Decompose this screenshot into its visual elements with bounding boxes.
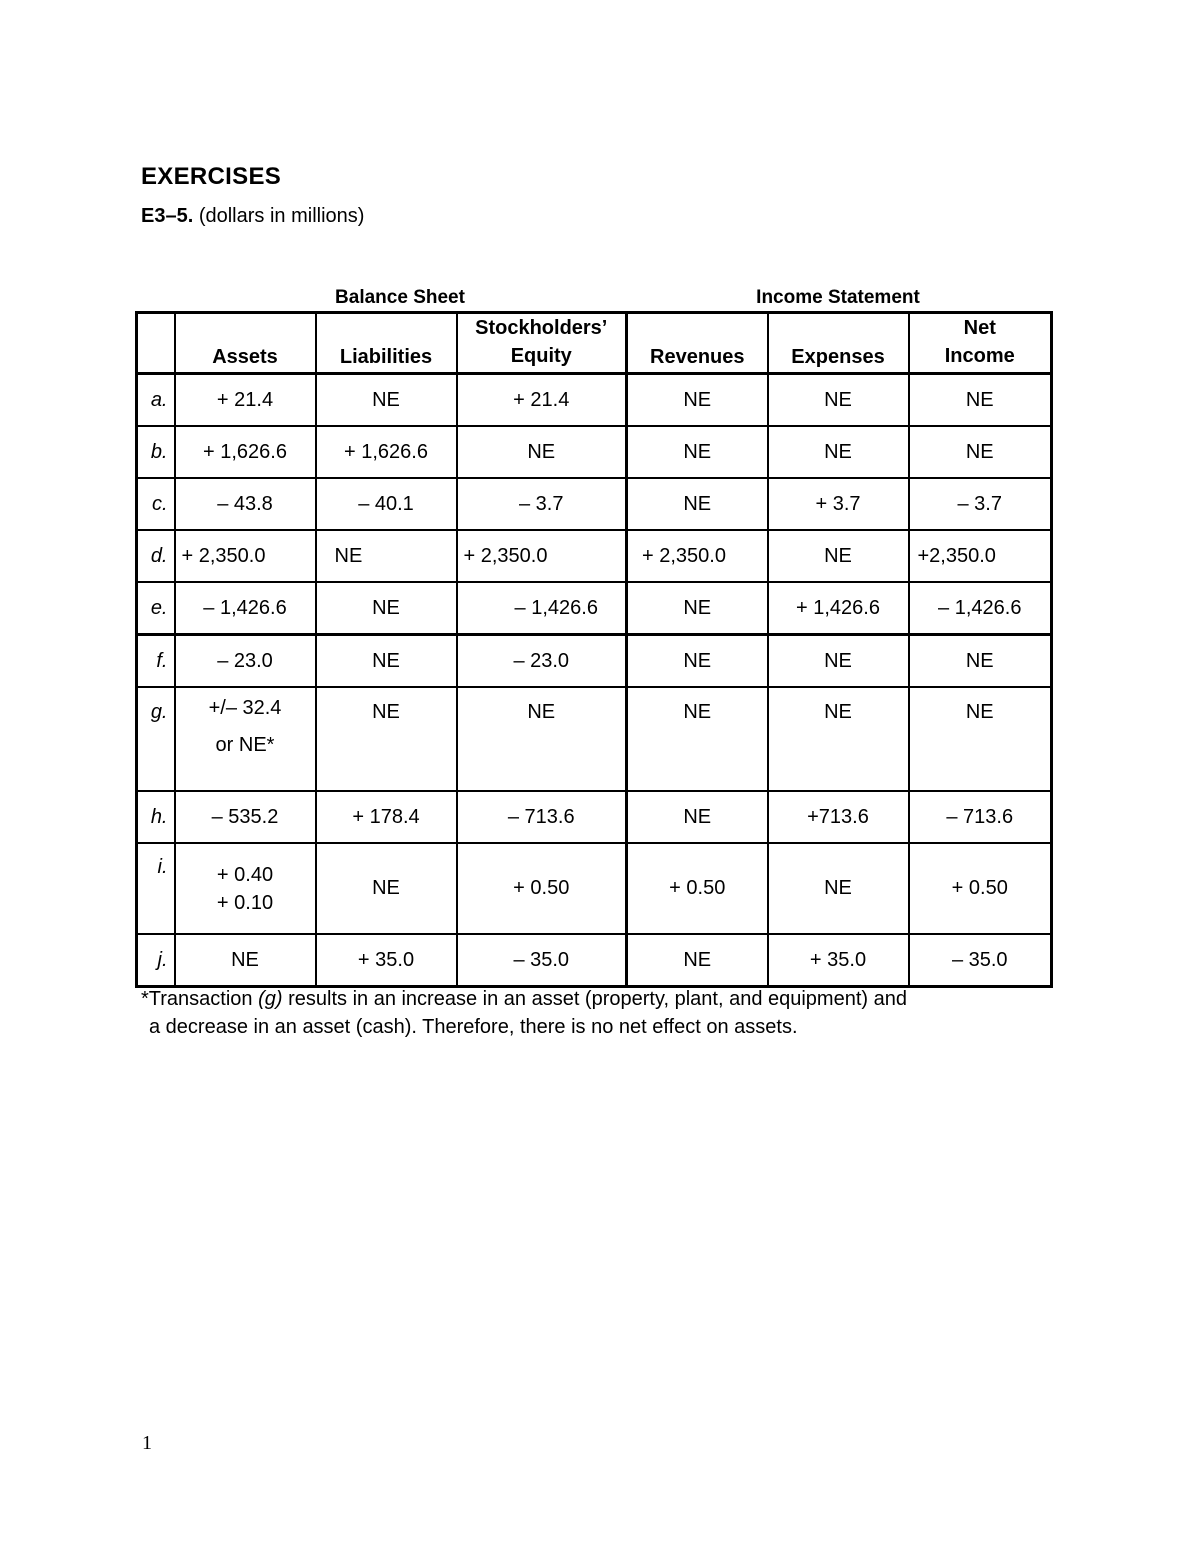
row-label: g.: [137, 687, 175, 791]
cell-expenses: NE: [768, 635, 909, 688]
cell-revenues: NE: [627, 478, 768, 530]
cell-assets: – 23.0: [175, 635, 316, 688]
cell-net-income: – 3.7: [909, 478, 1052, 530]
row-label: f.: [137, 635, 175, 688]
cell-liabilities: NE: [316, 530, 457, 582]
footnote: [141, 985, 1051, 1041]
cell-net-income: +2,350.0: [909, 530, 1052, 582]
row-label: b.: [137, 426, 175, 478]
row-label: a.: [137, 374, 175, 427]
footnote-prefix: *Transaction: [141, 988, 259, 1010]
cell-equity: + 0.50: [457, 843, 627, 934]
cell-net-income: NE: [909, 374, 1052, 427]
cell-expenses: NE: [768, 687, 909, 791]
cell-equity: + 21.4: [457, 374, 627, 427]
cell-assets: + 1,626.6: [175, 426, 316, 478]
cell-revenues: NE: [627, 934, 768, 987]
cell-revenues: NE: [627, 687, 768, 791]
cell-assets-line2: or NE*: [215, 734, 275, 756]
table-row: [137, 843, 1052, 934]
header-expenses: Expenses: [768, 313, 909, 374]
header-liabilities: Liabilities: [316, 313, 457, 374]
cell-assets-line1: +/– 32.4: [208, 697, 282, 719]
row-label: h.: [137, 791, 175, 843]
table-row: [137, 687, 1052, 791]
cell-liabilities: NE: [316, 582, 457, 635]
page-number: 1: [142, 1432, 152, 1454]
cell-assets: [175, 687, 316, 791]
header-net-income-line1: Net: [963, 317, 996, 339]
cell-revenues: NE: [627, 582, 768, 635]
cell-net-income: NE: [909, 635, 1052, 688]
cell-revenues: NE: [627, 791, 768, 843]
cell-equity: – 23.0: [457, 635, 627, 688]
cell-equity: + 2,350.0: [457, 530, 627, 582]
header-equity-line1: Stockholders’: [475, 317, 608, 339]
cell-net-income: + 0.50: [909, 843, 1052, 934]
balance-sheet-label: Balance Sheet: [335, 287, 465, 308]
table-row: [137, 478, 1052, 530]
cell-revenues: NE: [627, 426, 768, 478]
cell-liabilities: NE: [316, 843, 457, 934]
income-statement-label: Income Statement: [756, 287, 920, 308]
table-row: [137, 934, 1052, 987]
cell-expenses: + 35.0: [768, 934, 909, 987]
cell-assets-line1: + 0.40: [216, 863, 274, 886]
cell-equity: NE: [457, 426, 627, 478]
cell-expenses: NE: [768, 843, 909, 934]
cell-liabilities: – 40.1: [316, 478, 457, 530]
table-row: [137, 635, 1052, 688]
header-net-income: [909, 313, 1052, 374]
cell-equity: – 713.6: [457, 791, 627, 843]
cell-net-income: NE: [909, 687, 1052, 791]
footnote-line1: results in an increase in an asset (property, plant, and equipment) and: [282, 988, 907, 1010]
cell-assets: – 535.2: [175, 791, 316, 843]
cell-assets: – 1,426.6: [175, 582, 316, 635]
cell-revenues: NE: [627, 635, 768, 688]
cell-expenses: NE: [768, 374, 909, 427]
row-label: c.: [137, 478, 175, 530]
cell-equity: – 1,426.6: [457, 582, 627, 635]
row-label: i.: [137, 843, 175, 934]
page-heading: EXERCISES: [141, 163, 282, 190]
table-row: [137, 530, 1052, 582]
cell-equity: – 35.0: [457, 934, 627, 987]
cell-assets: + 2,350.0: [175, 530, 316, 582]
exercise-note: (dollars in millions): [198, 205, 365, 227]
cell-net-income: – 1,426.6: [909, 582, 1052, 635]
cell-liabilities: NE: [316, 687, 457, 791]
effects-table: [135, 311, 1053, 988]
cell-assets: [175, 843, 316, 934]
exercise-id: E3–5.: [141, 205, 194, 227]
header-equity: [457, 313, 627, 374]
cell-expenses: + 1,426.6: [768, 582, 909, 635]
cell-assets: + 21.4: [175, 374, 316, 427]
cell-expenses: + 3.7: [768, 478, 909, 530]
cell-net-income: NE: [909, 426, 1052, 478]
cell-expenses: +713.6: [768, 791, 909, 843]
footnote-ref: (g): [258, 988, 283, 1010]
footnote-line2: a decrease in an asset (cash). Therefore, there is no net effect on assets.: [149, 1016, 798, 1038]
cell-liabilities: NE: [316, 374, 457, 427]
table-row: [137, 374, 1052, 427]
cell-revenues: + 2,350.0: [627, 530, 768, 582]
cell-net-income: – 713.6: [909, 791, 1052, 843]
cell-equity: – 3.7: [457, 478, 627, 530]
cell-liabilities: + 35.0: [316, 934, 457, 987]
cell-net-income: – 35.0: [909, 934, 1052, 987]
cell-assets: – 43.8: [175, 478, 316, 530]
cell-expenses: NE: [768, 530, 909, 582]
cell-equity: NE: [457, 687, 627, 791]
row-label: d.: [137, 530, 175, 582]
cell-expenses: NE: [768, 426, 909, 478]
cell-liabilities: + 1,626.6: [316, 426, 457, 478]
cell-revenues: + 0.50: [627, 843, 768, 934]
cell-liabilities: NE: [316, 635, 457, 688]
header-net-income-line2: Income: [944, 345, 1015, 367]
table-row: [137, 582, 1052, 635]
header-equity-line2: Equity: [510, 345, 572, 367]
cell-assets-line2: + 0.10: [216, 891, 274, 914]
header-blank: [137, 313, 175, 374]
row-label: e.: [137, 582, 175, 635]
header-revenues: Revenues: [627, 313, 768, 374]
table-row: [137, 791, 1052, 843]
table-header-row: [137, 313, 1052, 374]
row-label: j.: [137, 934, 175, 987]
header-assets: Assets: [175, 313, 316, 374]
cell-revenues: NE: [627, 374, 768, 427]
exercise-title: [141, 205, 364, 228]
table-row: [137, 426, 1052, 478]
cell-liabilities: + 178.4: [316, 791, 457, 843]
cell-assets: NE: [175, 934, 316, 987]
